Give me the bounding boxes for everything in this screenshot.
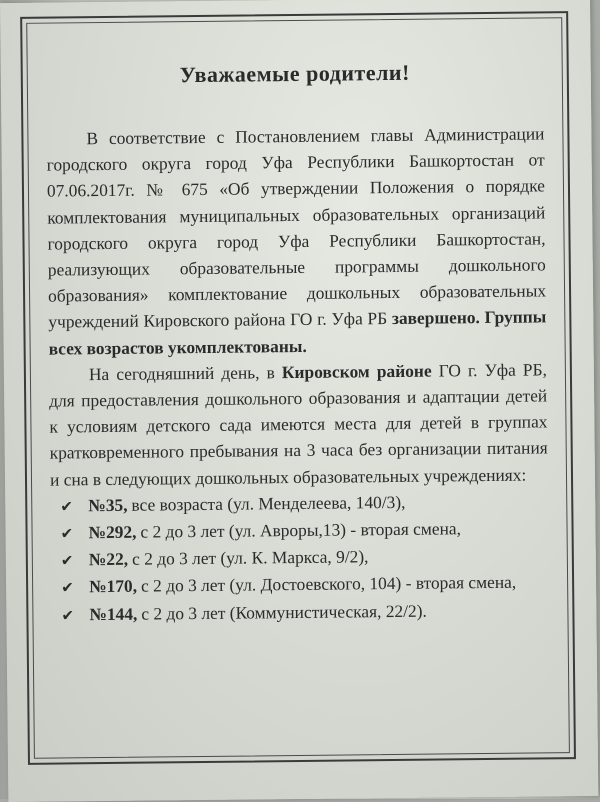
list-item [51,596,549,628]
item-number: №35, [88,494,128,516]
item-number: №144, [89,603,138,624]
notice-frame [20,11,576,765]
checkmark-icon: ✔ [61,578,74,597]
item-text: все возраста (ул. Менделеева, 140/3), [131,491,406,515]
item-text: с 2 до 3 лет (ул. Достоевского, 104) - вторая смена, [140,572,517,597]
item-text: с 2 до 3 лет (ул. Авроры,13) - вторая смена, [140,518,462,542]
paragraph-1: В соответствие с Постановлением главы Администрации городского округа город Уфа Республики Башкортостан от 07.06.2017г. № 675 «Об утверждении Положения о порядке комплектования муниципальных образовательных организаций городского округа город Уфа Республики Башкортостан, реализующих образовательные программы дошкольного образования» комплектование дошкольных образовательных учреждений Кировского района ГО г. Уфа РБ завершено. Группы всех возрастов укомплектованы. [46,123,547,359]
paragraph-2: На сегодняшний день, в Кировском районе ГО г. Уфа РБ, для предоставления дошкольного образования и адаптации детей к условиям детского сада имеются места для детей в группах кратковременного пребывания на 3 часа без организации питания и сна в следующих дошкольных образовательных учреждениях: [49,359,548,490]
notice-body [46,120,549,628]
item-number: №292, [88,521,137,543]
checkmark-icon: ✔ [60,524,74,543]
checkmark-icon: ✔ [60,497,73,516]
item-number: №170, [89,576,138,597]
checkmark-icon: ✔ [61,606,75,625]
item-text: с 2 до 3 лет (Коммунистическая, 22/2). [141,600,427,624]
notice-title: Уважаемые родители! [179,59,410,88]
checkmark-icon: ✔ [60,551,74,570]
item-text: с 2 до 3 лет (ул. К. Маркса, 9/2), [131,546,369,569]
kindergarten-list [50,487,549,628]
item-number: №22, [88,549,129,570]
